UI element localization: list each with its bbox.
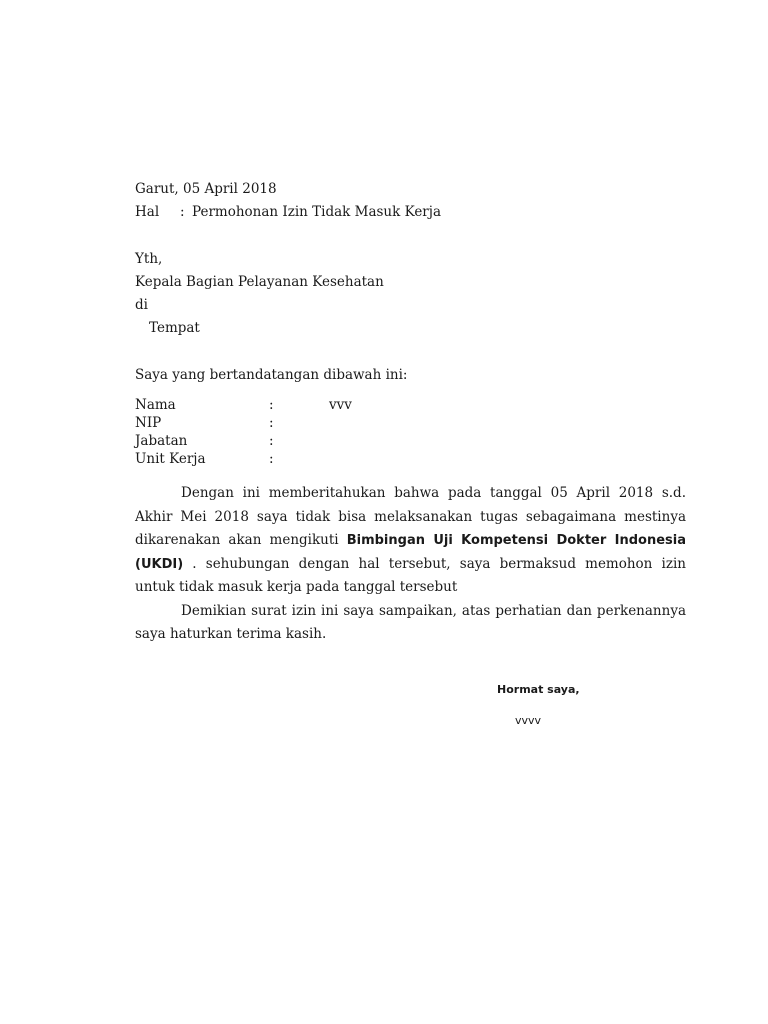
course-name: Bimbingan Uji Kompetensi Dokter Indonesia (UKDI) xyxy=(135,533,686,572)
intro-text: Saya yang bertandatangan dibawah ini: xyxy=(135,367,408,383)
subject-value: Permohonan Izin Tidak Masuk Kerja xyxy=(192,204,441,220)
field-label-unit-kerja: Unit Kerja xyxy=(135,451,206,467)
paragraph-1-text-before: Dengan ini memberitahukan bahwa pada tanggal 05 April 2018 s.d. Akhir Mei 2018 saya tidak bisa melaksanakan tugas sebagaimana mestinya dikarenakan akan mengikuti xyxy=(135,485,686,548)
recipient: Kepala Bagian Pelayanan Kesehatan xyxy=(135,274,384,290)
field-colon: : xyxy=(269,397,274,413)
recipient-place: Tempat xyxy=(149,320,200,336)
body-paragraph-2: Demikian surat izin ini saya sampaikan, atas perhatian dan perkenannya saya haturkan terima kasih. xyxy=(135,602,686,642)
salutation: Yth, xyxy=(135,251,163,267)
field-label-nip: NIP xyxy=(135,415,162,431)
field-label-nama: Nama xyxy=(135,397,176,413)
field-label-jabatan: Jabatan xyxy=(135,433,188,449)
closing: Hormat saya, xyxy=(497,683,580,696)
subject-colon: : xyxy=(180,204,185,220)
field-colon: : xyxy=(269,433,274,449)
field-colon: : xyxy=(269,415,274,431)
subject-label: Hal xyxy=(135,204,160,220)
signer-name: vvvv xyxy=(515,714,542,727)
paragraph-1-text-after: . sehubungan dengan hal tersebut, saya bermaksud memohon izin untuk tidak masuk kerja pada tanggal tersebut xyxy=(135,555,686,595)
letter-body xyxy=(135,482,686,647)
place-date: Garut, 05 April 2018 xyxy=(135,181,277,197)
field-colon: : xyxy=(269,451,274,467)
recipient-di: di xyxy=(135,297,148,313)
field-value-nama: vvv xyxy=(329,397,352,413)
body-paragraph-1 xyxy=(135,482,686,600)
